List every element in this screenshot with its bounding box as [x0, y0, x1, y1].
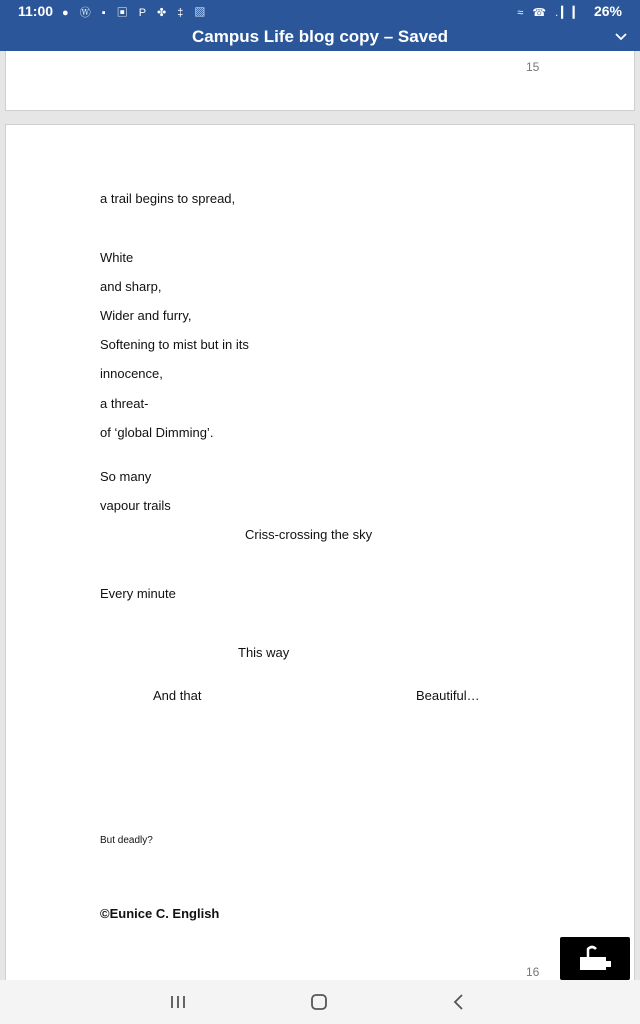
edit-mode-button[interactable]	[560, 937, 630, 980]
poem-line: Every minute	[100, 586, 176, 601]
poem-line: But deadly?	[100, 835, 153, 846]
chevron-down-icon[interactable]	[614, 30, 628, 44]
poem-line: White	[100, 250, 134, 265]
page-number: 16	[526, 965, 540, 979]
poem-line: a trail begins to spread,	[100, 191, 236, 206]
title-bar	[0, 24, 640, 51]
poem-line: Wider and furry,	[100, 308, 192, 323]
poem-line: This way	[238, 645, 290, 660]
recent-apps-icon[interactable]	[166, 990, 190, 1014]
signal-icons: ≈ ☎ .▎▎	[517, 7, 585, 19]
back-icon[interactable]	[447, 990, 471, 1014]
edit-icon	[576, 943, 614, 975]
poem-line: Softening to mist but in its	[100, 337, 249, 352]
document-page-previous	[5, 51, 635, 111]
battery-level: 26%	[593, 3, 622, 19]
poem-line: vapour trails	[100, 498, 171, 513]
poem-line: So many	[100, 469, 152, 484]
document-page[interactable]	[5, 124, 635, 996]
poem-line: a threat-	[100, 396, 149, 411]
poem-line: and sharp,	[100, 279, 162, 294]
home-icon[interactable]	[307, 990, 331, 1014]
status-time: 11:00	[18, 3, 54, 19]
poem-line: And that	[153, 688, 202, 703]
status-bar	[0, 0, 640, 24]
status-right	[517, 3, 622, 19]
poem-line: of ‘global Dimming’.	[100, 425, 214, 440]
document-title[interactable]: Campus Life blog copy – Saved	[191, 27, 448, 46]
poem-line: innocence,	[100, 366, 163, 381]
navigation-bar	[0, 980, 640, 1024]
notification-icons: ● Ⓦ ▪ ▣ P ✤ ‡ ▨	[62, 7, 210, 19]
page-number-previous: 15	[526, 60, 540, 74]
author-credit: ©Eunice C. English	[100, 906, 220, 921]
poem-line: Criss-crossing the sky	[245, 527, 373, 542]
poem-line: Beautiful…	[416, 688, 480, 703]
